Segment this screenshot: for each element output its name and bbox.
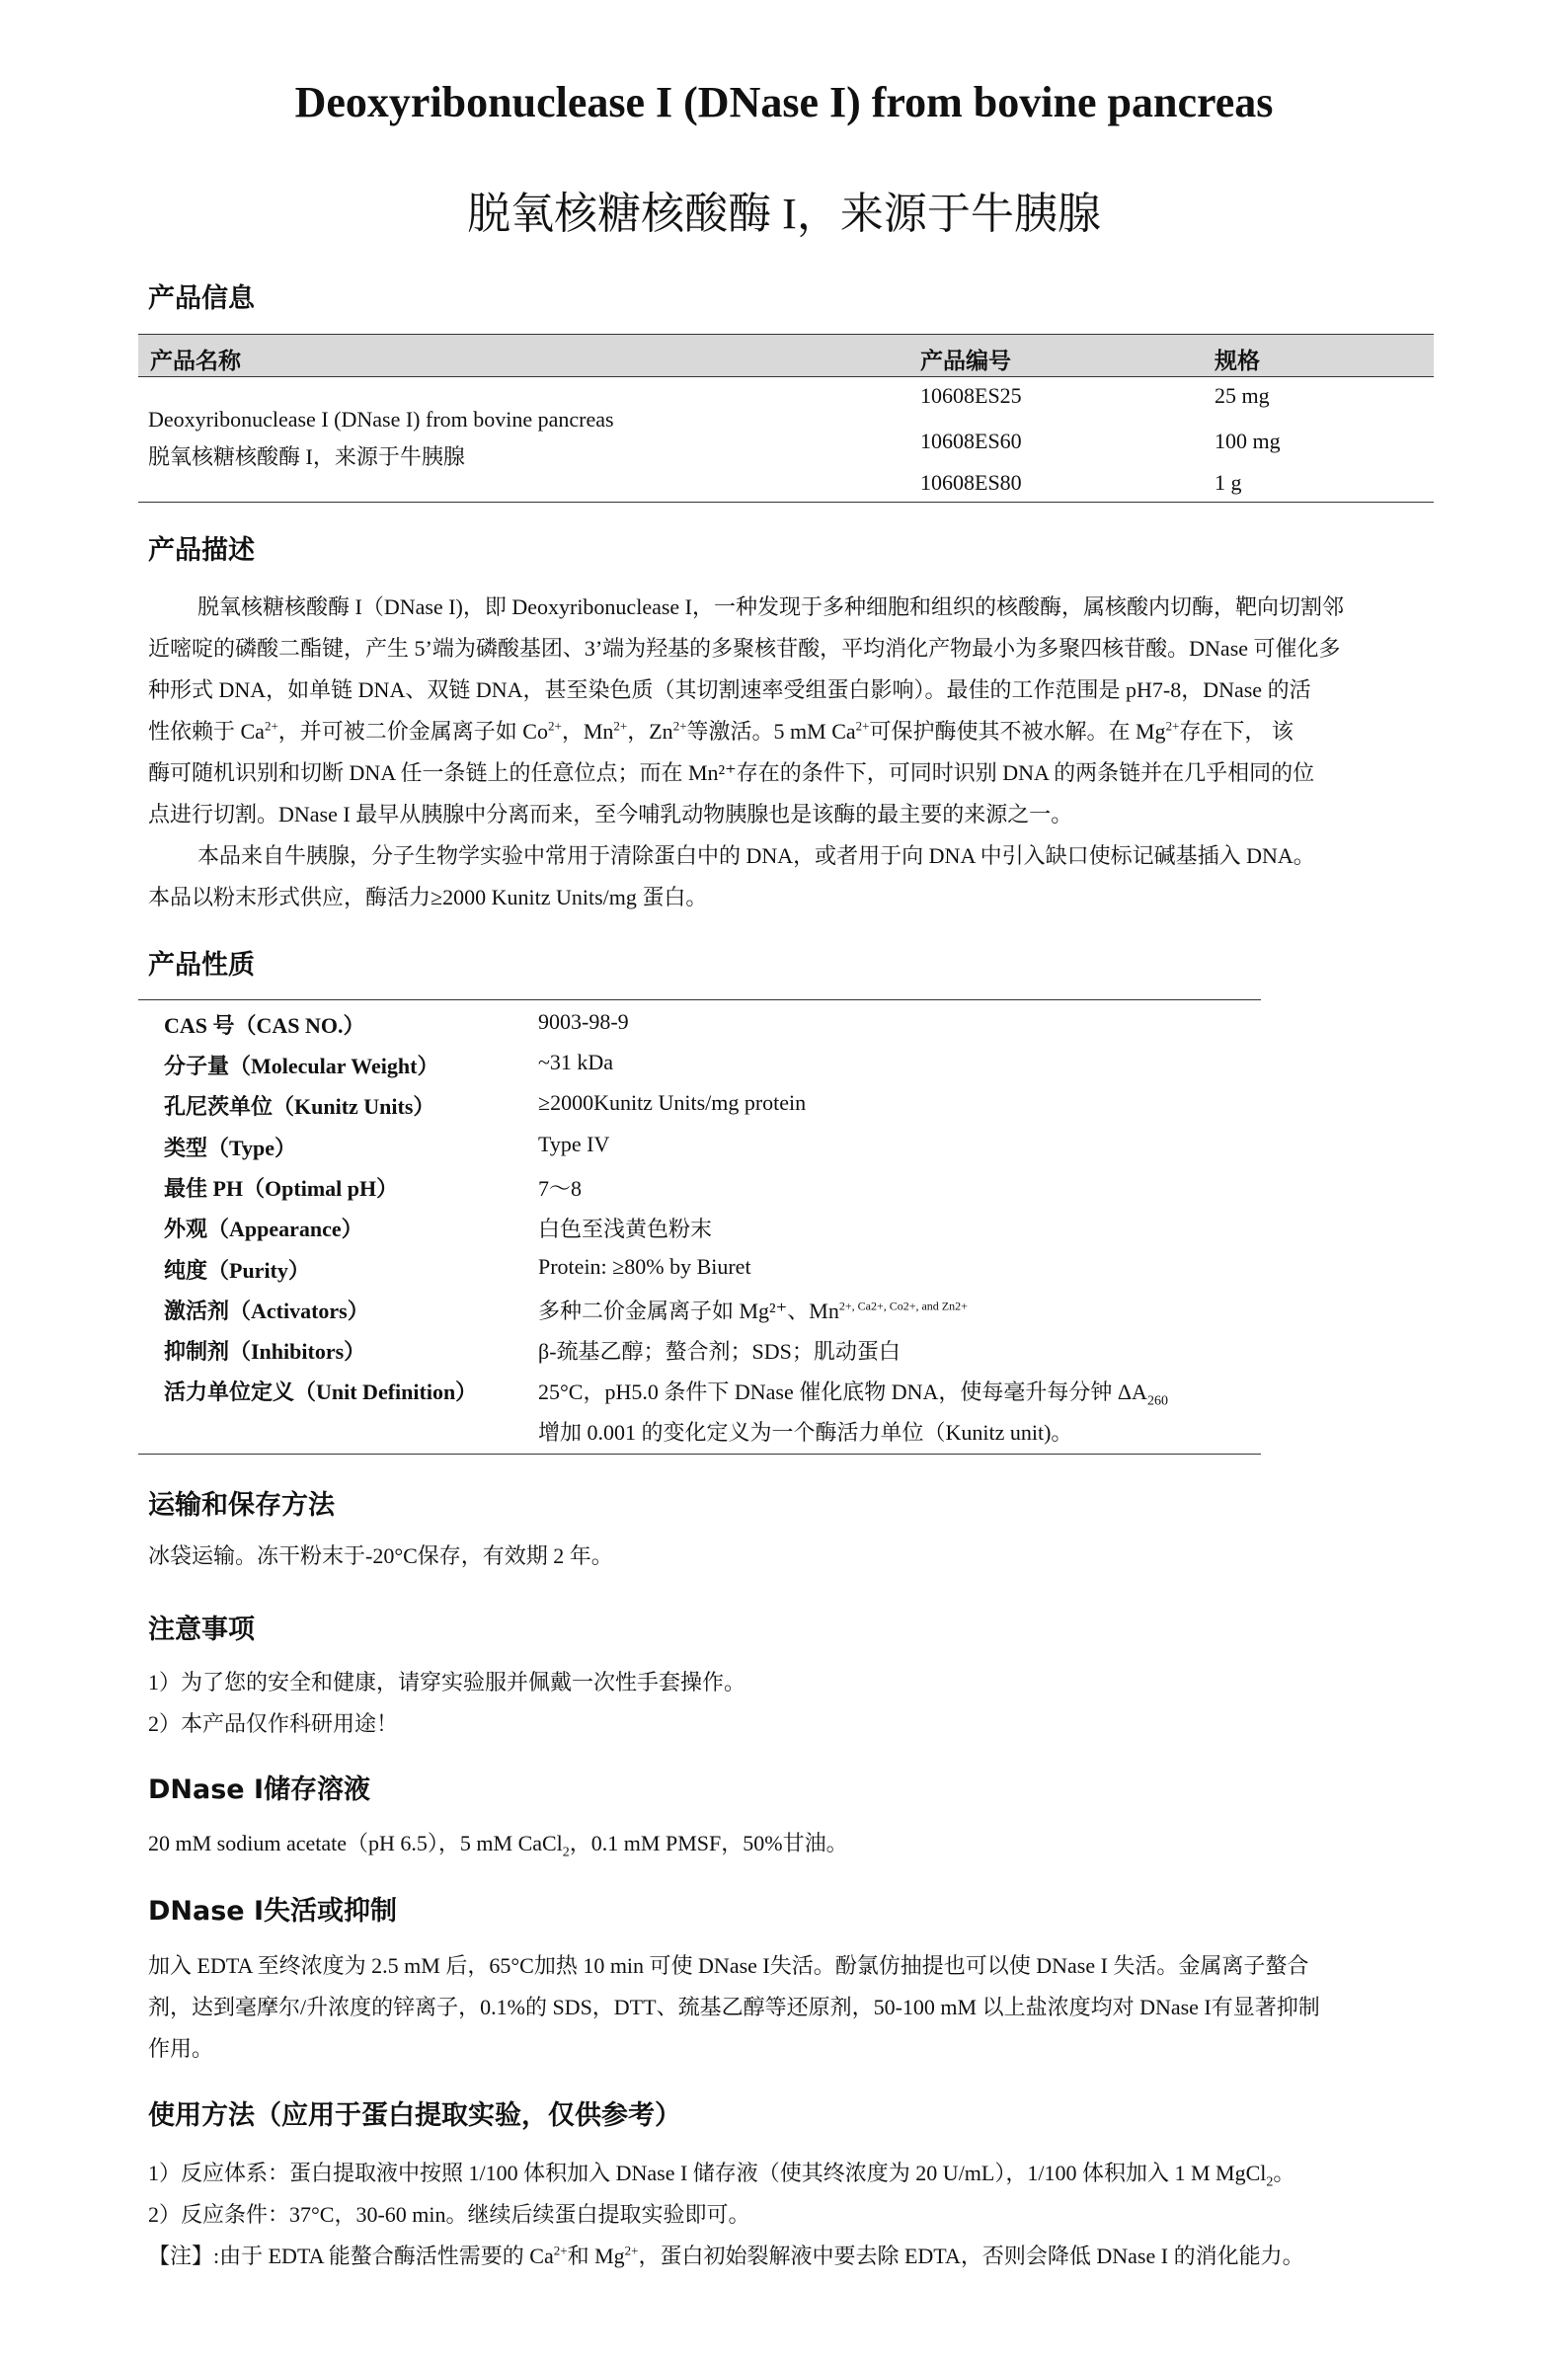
description-line: 脱氧核糖核酸酶 I（DNase I)，即 Deoxyribonuclease I，一种发现于多种细胞和组织的核酸酶，属核酸内切酶，靶向切割邻 <box>197 594 1344 619</box>
property-key: 分子量（Molecular Weight） <box>164 1054 439 1078</box>
description-line: 种形式 DNA，如单链 DNA、双链 DNA，甚至染色质（其切割速率受组蛋白影响）。最佳的工作范围是 pH7-8，DNase 的活 <box>148 677 1311 702</box>
title-chinese: 脱氧核糖核酸酶 I，来源于牛胰腺 <box>467 190 1101 238</box>
stock-solution-heading: DNase I储存溶液 <box>148 1774 371 1805</box>
description-line: 点进行切割。DNase I 最早从胰腺中分离而来，至今哺乳动物胰腺也是该酶的最主要的来源之一。 <box>148 802 1073 827</box>
property-key: 抑制剂（Inhibitors） <box>164 1339 366 1364</box>
property-value: 9003-98-9 <box>538 1009 629 1034</box>
usage-step: 1）反应体系：蛋白提取液中按照 1/100 体积加入 DNase I 储存液（使其终浓度为 20 U/mL），1/100 体积加入 1 M MgCl$_2$。 <box>148 2161 1295 2190</box>
stock-solution-text: 20 mM sodium acetate（pH 6.5），5 mM CaCl$_2$，0.1 mM PMSF，50%甘油。 <box>148 1831 848 1860</box>
description-line: 近嘧啶的磷酸二酯键，产生 5’端为磷酸基团、3’端为羟基的多聚核苷酸，平均消化产物最小为多聚四核苷酸。DNase 可催化多 <box>148 636 1341 661</box>
property-key: 孔尼茨单位（Kunitz Units） <box>164 1094 435 1119</box>
product-spec: 25 mg <box>1215 383 1270 408</box>
usage-note: 【注】:由于 EDTA 能螯合酶活性需要的 $Ca^{2+}$和 $Mg^{2+}$，蛋白初始裂解液中要去除 EDTA，否则会降低 DNase I 的消化能力。 <box>148 2243 1304 2268</box>
property-value: 白色至浅黄色粉末 <box>538 1217 713 1241</box>
inactivation-heading: DNase I失活或抑制 <box>148 1896 398 1927</box>
product-name-zh: 脱氧核糖核酸酶 I，来源于牛胰腺 <box>148 444 465 469</box>
table-rule <box>138 502 1434 503</box>
property-value: ~31 kDa <box>538 1050 614 1074</box>
property-value: ≥2000Kunitz Units/mg protein <box>538 1090 807 1115</box>
description-heading: 产品描述 <box>148 535 255 566</box>
property-key: 最佳 PH（Optimal pH） <box>164 1176 399 1201</box>
property-value-unit-definition: 25°C，pH5.0 条件下 DNase 催化底物 DNA，使每毫升每分钟 $\Delta A_{260}$ <box>538 1379 1168 1409</box>
description-line: 酶可随机识别和切断 DNA 任一条链上的任意位点；而在 Mn²⁺存在的条件下，可同时识别 DNA 的两条链并在几乎相同的位 <box>148 760 1315 785</box>
property-value-activators: 多种二价金属离子如 Mg²⁺、$Mn^{2+, Ca2+, Co2+, and Zn2+}$ <box>538 1299 968 1323</box>
col-spec: 规格 <box>1215 349 1260 374</box>
inactivation-line: 加入 EDTA 至终浓度为 2.5 mM 后，65°C加热 10 min 可使 DNase I失活。酚氯仿抽提也可以使 DNase I 失活。金属离子螯合 <box>148 1953 1309 1978</box>
usage-heading: 使用方法（应用于蛋白提取实验，仅供参考） <box>148 2100 681 2131</box>
storage-text: 冰袋运输。冻干粉末于-20°C保存，有效期 2 年。 <box>148 1543 613 1568</box>
property-value: β-巯基乙醇；螯合剂；SDS；肌动蛋白 <box>538 1339 901 1364</box>
description-line: 本品以粉末形式供应，酶活力≥2000 Kunitz Units/mg 蛋白。 <box>148 885 708 909</box>
table-rule <box>138 1454 1261 1455</box>
inactivation-line: 剂，达到毫摩尔/升浓度的锌离子，0.1%的 SDS，DTT、巯基乙醇等还原剂，50-100 mM 以上盐浓度均对 DNase I有显著抑制 <box>148 1995 1320 2019</box>
property-key: 外观（Appearance） <box>164 1217 363 1241</box>
property-value: 7～8 <box>538 1176 583 1201</box>
property-value: Type IV <box>538 1132 610 1156</box>
storage-heading: 运输和保存方法 <box>148 1490 335 1521</box>
usage-step: 2）反应条件：37°C，30-60 min。继续后续蛋白提取实验即可。 <box>148 2202 750 2227</box>
inactivation-line: 作用。 <box>148 2036 214 2061</box>
col-product-name: 产品名称 <box>150 349 241 374</box>
table-rule <box>138 999 1261 1000</box>
product-name-en: Deoxyribonuclease I (DNase I) from bovine pancreas <box>148 407 614 432</box>
property-value: Protein: ≥80% by Biuret <box>538 1254 751 1279</box>
product-spec: 100 mg <box>1215 429 1281 453</box>
notes-heading: 注意事项 <box>148 1615 255 1645</box>
product-spec: 1 g <box>1215 470 1242 495</box>
product-code: 10608ES60 <box>920 429 1022 453</box>
property-key: 类型（Type） <box>164 1136 297 1160</box>
property-key: 纯度（Purity） <box>164 1258 310 1283</box>
note-item: 2）本产品仅作科研用途！ <box>148 1711 399 1736</box>
product-code: 10608ES80 <box>920 470 1022 495</box>
property-key: CAS 号（CAS NO.） <box>164 1013 365 1038</box>
property-value-unit-definition-line2: 增加 0.001 的变化定义为一个酶活力单位（Kunitz unit)。 <box>538 1420 1073 1445</box>
properties-heading: 产品性质 <box>148 950 255 981</box>
product-code: 10608ES25 <box>920 383 1022 408</box>
product-table-header <box>138 334 1434 377</box>
description-line: 本品来自牛胰腺，分子生物学实验中常用于清除蛋白中的 DNA，或者用于向 DNA 中引入缺口使标记碱基插入 DNA。 <box>197 843 1315 868</box>
col-product-code: 产品编号 <box>920 349 1011 374</box>
title-english: Deoxyribonuclease I (DNase I) from bovine pancreas <box>294 78 1274 126</box>
description-line-ions: 性依赖于 $Ca^{2+}$，并可被二价金属离子如 $Co^{2+}$，$Mn^{2+}$，$Zn^{2+}$等激活。5 mM $Ca^{2+}$可保护酶使其不被水解。在 $Mg^{2+}$存在下， 该 <box>148 718 1294 744</box>
product-info-heading: 产品信息 <box>148 283 255 314</box>
property-key: 激活剂（Activators） <box>164 1299 369 1323</box>
note-item: 1）为了您的安全和健康，请穿实验服并佩戴一次性手套操作。 <box>148 1670 746 1694</box>
property-key: 活力单位定义（Unit Definition） <box>164 1379 478 1404</box>
